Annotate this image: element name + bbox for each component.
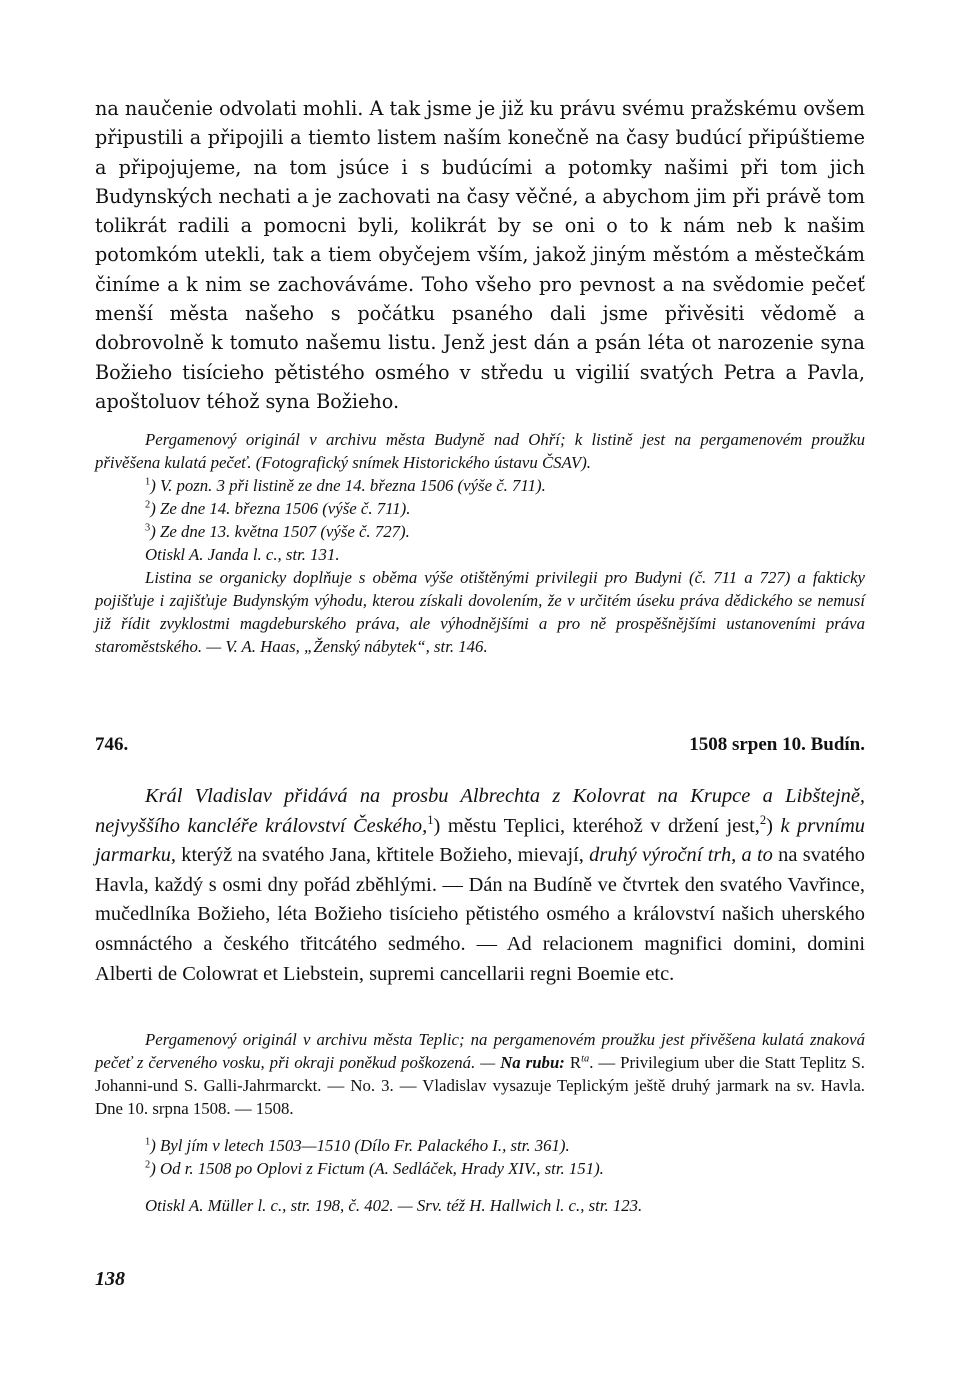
footnote-1: $^1$) V. pozn. 3 při listině ze dne 14. března 1506 (výše č. 711). [145,476,546,495]
page-number: 138 [95,1268,125,1290]
regest-fn2-marker: 2 [759,812,767,827]
footnote-3-marker: 3 [145,522,151,534]
regest-fn1-marker: 1 [427,812,434,827]
regest-text-3: ) [766,814,781,837]
footnote-1-text: V. pozn. 3 při listině ze dne 14. března 1506 (výše č. 711). [160,476,546,495]
footnote-2: $^2$) Ze dne 14. března 1506 (výše č. 711). [145,499,411,518]
footnote-2-2-text: Od r. 1508 po Oplovi z Fictum (A. Sedláček, Hrady XIV., str. 151). [160,1159,604,1178]
rubu-label: Na rubu: [500,1053,565,1072]
comment-note: Listina se organicky doplňuje s oběma výše otištěnými privilegii pro Budyni (č. 711 a 727) a fakticky pojišťuje i zajišťuje Budynským výhodu, kterou získali dovolením, že v určitém úseku práva dědického se nemusí již řídit zvyklostmi magdeburského práva, ale výhodnějšími a pro ně prospěšnějšími ustanoveními práva staroměstského. — V. A. Haas, „Ženský nábytek“, str. 146. [95,568,865,656]
regest-text-5: na svatého Havla, každý s osmi dny pořád zběhlými. — Dán na Budíně ve čtvrtek den svatého Vavřince, mučedlníka Božieho, léta Božieho tisícieho pětistého osmého a království našich uherského osmnáctého a českého třitcátého sedmého. — Ad relacionem magnifici domini, domini Alberti de Colowrat et Liebstein, supremi cancellarii regni Boemie etc. [95,844,865,985]
regest-italic-1: Král Vladislav přidává na prosbu Albrechta z Kolovrat na Krupce a Libštejně, nejvyššího kancléře království Českého, [95,785,865,837]
regest-italic-2: k prvnímu jarmarku, [95,814,865,867]
rubu-r: R [569,1053,582,1072]
footnote-2-2: $^2$) Od r. 1508 po Oplovi z Fictum (A. Sedláček, Hrady XIV., str. 151). [145,1159,604,1178]
regest-paragraph [95,782,865,989]
printed-reference-2: Otiskl A. Müller l. c., str. 198, č. 402. — Srv. též H. Hallwich l. c., str. 123. [145,1196,643,1215]
footnote-2-2-marker: 2 [145,1159,151,1171]
footnote-1-marker: 1 [145,476,151,488]
regest-text-2: ) městu Teplici, kteréhož v držení jest, [433,814,760,837]
rubu-sup: ta [581,1053,590,1065]
footnote-2-text: Ze dne 14. března 1506 (výše č. 711). [160,499,411,518]
footnote-3: $^3$) Ze dne 13. května 1507 (výše č. 727). [145,522,410,541]
rubu-text: . — Privilegium uber die Statt Teplitz S. Johanni-und S. Galli-Jahrmarckt. — No. 3. — Vladislav vysazuje Teplickým ještě druhý jarmark na sv. Havla. Dne 10. srpna 1508. — 1508. [95,1053,866,1118]
source-note-2 [95,1028,865,1120]
source-note-2-text: Pergamenový originál v archivu města Teplic; na pergamenovém proužku jest přivěšena kulatá znaková pečeť z červeného vosku, při okraji poněkud poškozená. — [95,1030,865,1072]
document-number: 746. [95,734,129,755]
footnote-2-1-text: Byl jím v letech 1503—1510 (Dílo Fr. Palackého I., str. 361). [160,1136,570,1155]
intro-paragraph: na naučenie odvolati mohli. A tak jsme je již ku právu svému pražskému ovšem připustili a připojili a tiemto listem naším konečně na časy budúcí připúštieme a připojujeme, na tom jsúce i s budúcími a potomky našimi při tom jich Budynských nechati a je zachovati na časy věčné, a abychom jim při právě tom tolikrát radili a pomocni byli, kolikrát by se oni o to k nám neb k našim potomkóm utekli, tak a tiem obyčejem vším, jakož jiným městóm a městečkám činíme a k nim se zachováváme. Toho všeho pro pevnost a na svědomie pečeť menší města našeho s počátku psaného dali jsme přivěsiti vědomě a dobrovolně k tomuto našemu listu. Jenž jest dán a psán léta ot narozenie syna Božieho tisícieho pětistého osmého v středu u vigilií svatých Petra a Pavla, apoštoluov téhož syna Božieho. [95,97,865,413]
document-date-place: 1508 srpen 10. Budín. [689,734,865,755]
first-notes [95,428,865,658]
second-notes [95,1028,865,1217]
printed-reference: Otiskl A. Janda l. c., str. 131. [145,545,340,564]
source-note: Pergamenový originál v archivu města Budyně nad Ohří; k listině jest na pergamenovém proužku přivěšena kulatá pečeť. (Fotografický snímek Historického ústavu ČSAV). [95,430,865,472]
footnote-2-1-marker: 1 [145,1136,151,1148]
regest-text [95,782,865,989]
regest-italic-3: druhý výroční trh, a to [589,844,773,867]
footnote-2-1: $^1$) Byl jím v letech 1503—1510 (Dílo Fr. Palackého I., str. 361). [145,1136,570,1155]
footnote-2-marker: 2 [145,499,151,511]
regest-text-4: kterýž na svatého Jana, křtitele Božieho, mievají, [176,844,590,867]
footnote-3-text: Ze dne 13. května 1507 (výše č. 727). [160,522,410,541]
